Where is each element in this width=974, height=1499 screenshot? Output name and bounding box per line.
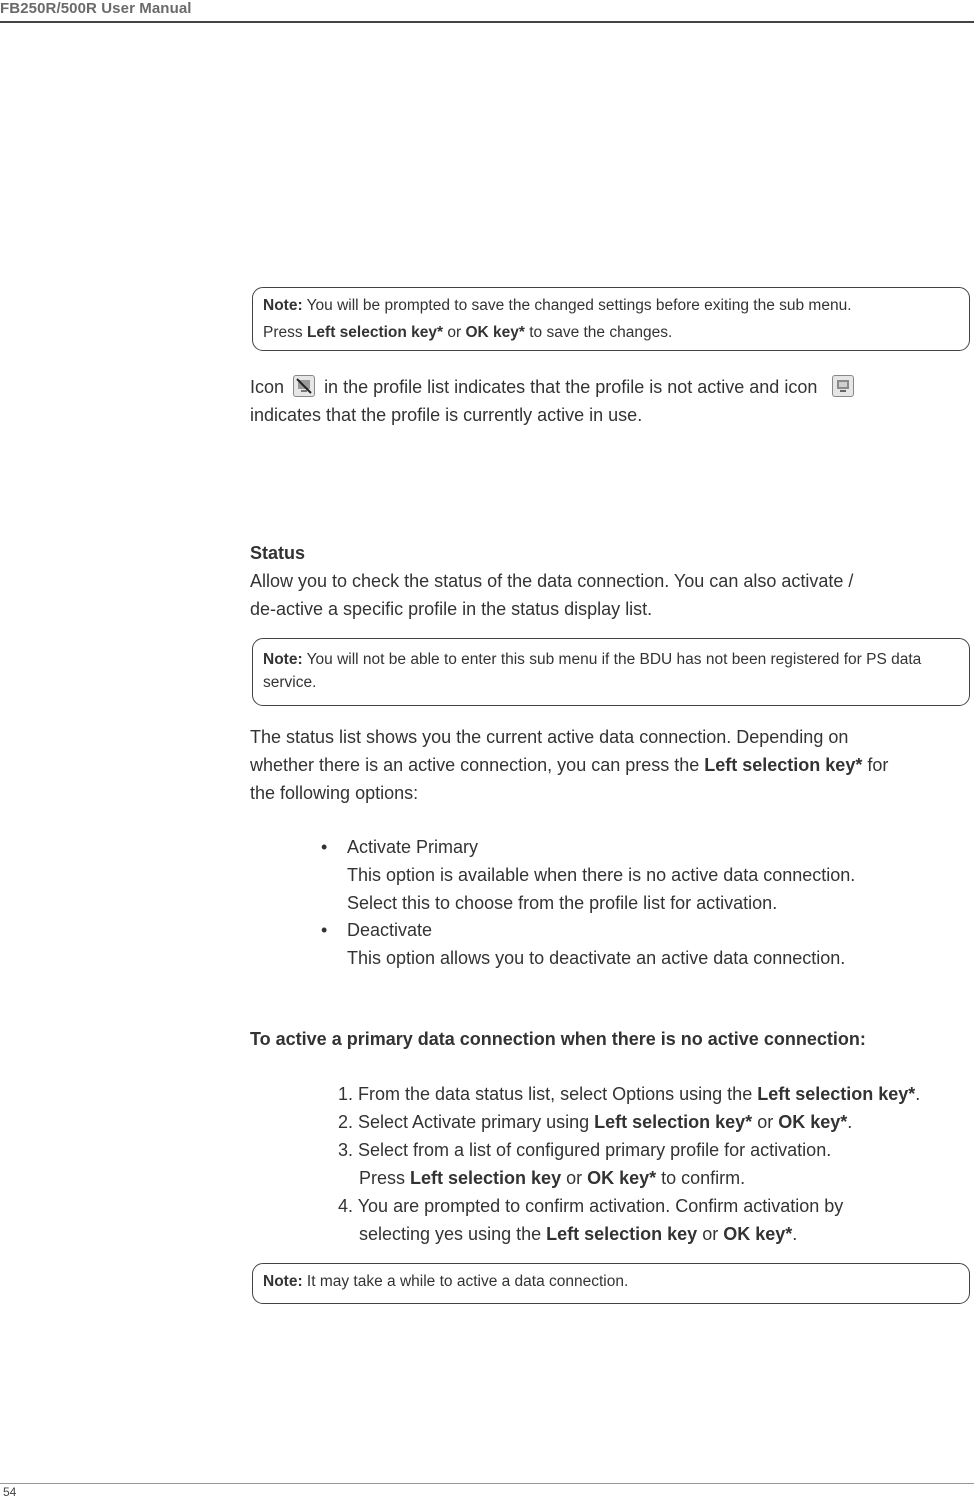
manual-title: FB250R/500R User Manual [0,0,192,17]
step-text: or [697,1224,724,1244]
bullet-marker: • [321,837,328,857]
icon-explanation [250,373,950,429]
key-name: Left selection key* [757,1084,916,1104]
body-text: the following options: [250,783,419,803]
step-text: or [561,1168,588,1188]
note-text: You will not be able to enter this sub menu if the BDU has not been registered for PS data service. [263,651,922,691]
step-3-continued [338,1164,974,1192]
key-name: Left selection key* [306,324,444,341]
option-description: This option allows you to deactivate an active data connection. [347,948,846,968]
body-text: for [862,755,889,775]
note-save-settings [252,287,970,351]
body-text: indicates that the profile is currently active in use. [250,405,643,425]
note-registration [252,638,970,706]
body-text: The status list shows you the current active data connection. Depending on [250,727,849,747]
note-label: Note: [263,297,303,314]
key-name: Left selection key* [594,1112,753,1132]
note-text: It may take a while to active a data connection. [306,1273,629,1290]
step-text: 2. Select Activate primary using [338,1112,595,1132]
step-text: . [915,1084,921,1104]
body-text: whether there is an active connection, you can press the [250,755,705,775]
page-number: 54 [3,1485,17,1499]
step-text: . [792,1224,798,1244]
status-description [250,567,950,623]
key-name: Left selection key [546,1224,698,1244]
step-text: or [752,1112,779,1132]
step-2 [338,1108,974,1136]
body-text: de-active a specific profile in the status display list. [250,599,653,619]
note-text: You will be prompted to save the changed settings before exiting the sub menu. [306,297,852,314]
key-name: OK key* [723,1224,793,1244]
option-title: Activate Primary [347,837,479,857]
key-name: OK key* [465,324,525,341]
step-4-continued [338,1220,974,1248]
note-text: Press [263,324,307,341]
procedure-steps [338,1080,974,1248]
step-3: 3. Select from a list of configured primary profile for activation. [338,1140,832,1160]
footer-divider [0,1483,974,1484]
key-name: OK key* [778,1112,848,1132]
note-label: Note: [263,1273,303,1290]
list-item [347,833,947,917]
note-activation-time [252,1263,970,1304]
section-heading-status: Status [250,543,306,563]
active-profile-icon [832,375,854,397]
key-name: Left selection key [410,1168,562,1188]
inactive-profile-icon [293,375,315,397]
body-text: Allow you to check the status of the data connection. You can also activate / [250,571,854,591]
key-name: Left selection key* [704,755,863,775]
option-description: This option is available when there is no active data connection. [347,865,856,885]
step-4: 4. You are prompted to confirm activation. Confirm activation by [338,1196,844,1216]
bullet-marker: • [321,920,328,940]
body-text: in the profile list indicates that the profile is not active and icon [324,377,818,397]
step-1 [338,1080,974,1108]
note-text: or [443,324,466,341]
note-text: to save the changes. [524,324,673,341]
status-list-description [250,723,960,807]
body-text: Icon [250,377,285,397]
list-item [347,916,947,972]
option-title: Deactivate [347,920,433,940]
step-text: selecting yes using the [359,1224,547,1244]
step-text: . [847,1112,853,1132]
step-text: Press [359,1168,411,1188]
step-text: 1. From the data status list, select Options using the [338,1084,758,1104]
procedure-heading: To active a primary data connection when there is no active connection: [250,1029,866,1049]
option-description: Select this to choose from the profile list for activation. [347,893,778,913]
key-name: OK key* [587,1168,657,1188]
note-label: Note: [263,651,303,668]
header-divider [0,21,974,23]
step-text: to confirm. [656,1168,746,1188]
